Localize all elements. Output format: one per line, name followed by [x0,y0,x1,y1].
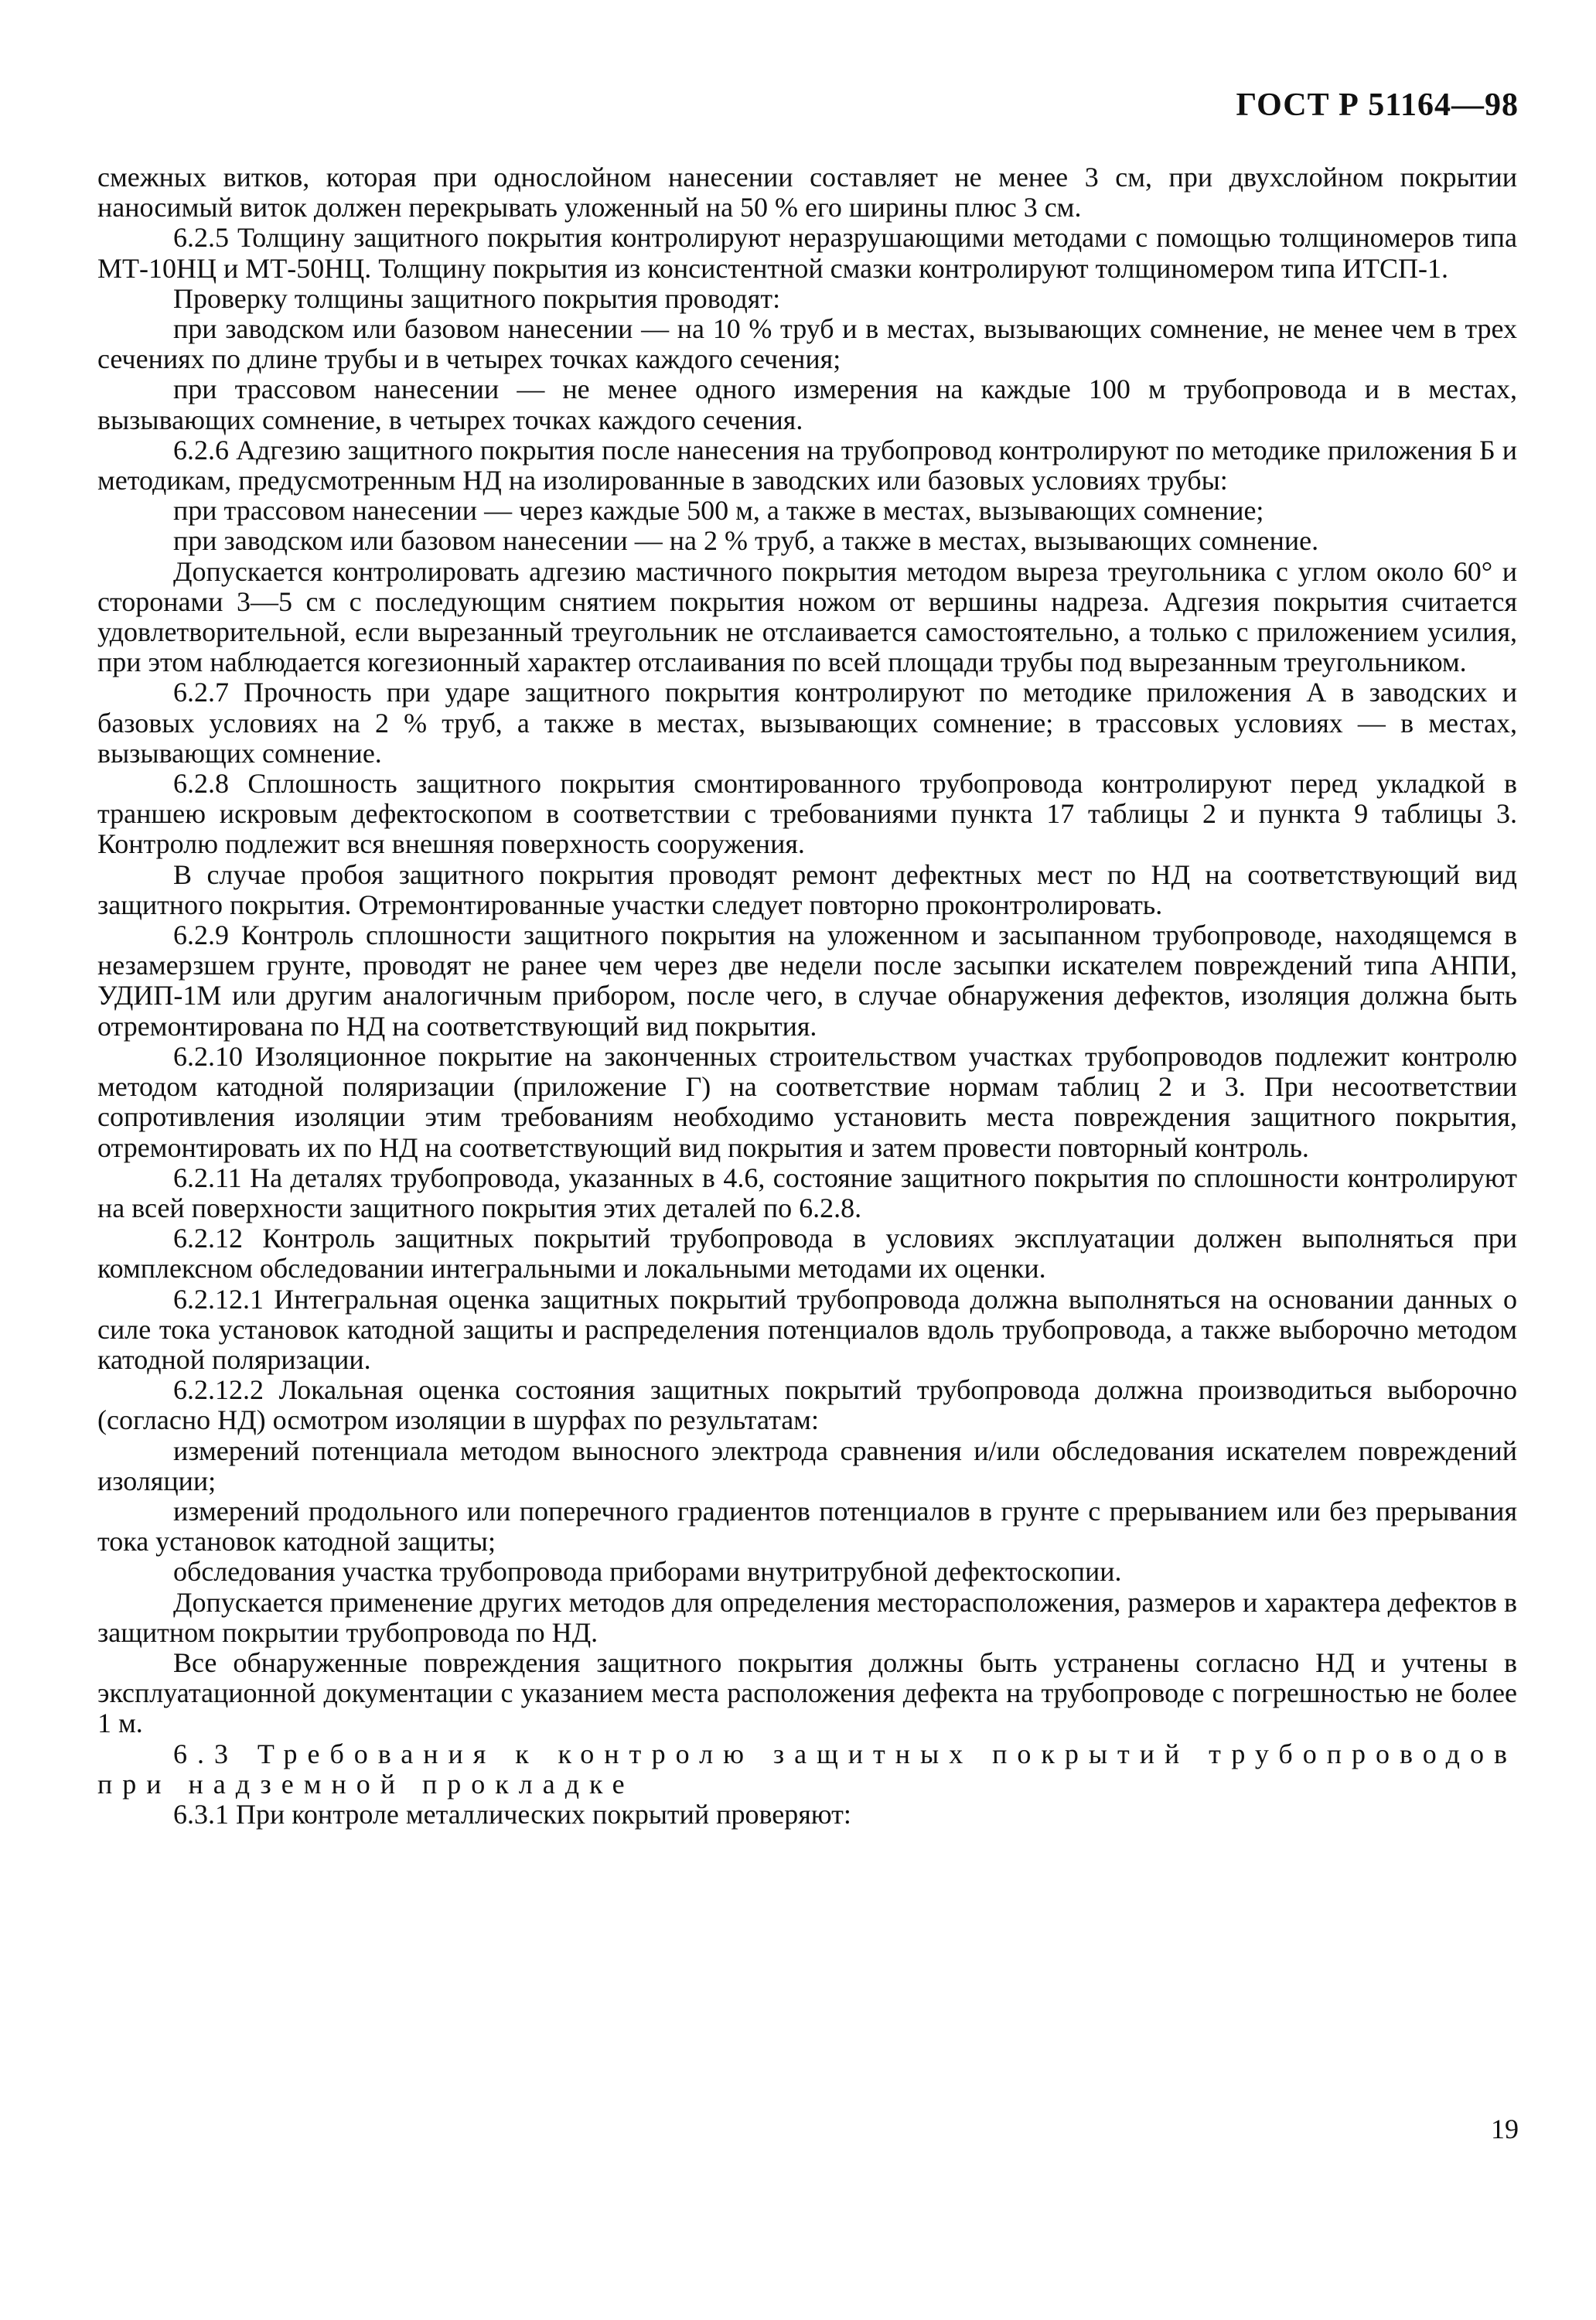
paragraph: Допускается контролировать адгезию мастичного покрытия методом выреза треугольника с углом около 60° и сторонами 3—5 см с последующим снятием покрытия ножом от вершины надреза. Адгезия покрытия считается удовлетворительной, если вырезанный треугольник не отслаивается самостоятельно, а только с приложением усилия, при этом наблюдается когезионный характер отслаивания по всей площади трубы под вырезанным треугольником. [97,555,1517,678]
paragraph: 6.2.7 Прочность при ударе защитного покрытия контролируют по методике приложения А в заводских и базовых условиях на 2 % труб, а также в местах, вызывающих сомнение; в трассовых условиях — в местах, вызывающих сомнение. [97,677,1517,769]
paragraph: 6.2.9 Контроль сплошности защитного покрытия на уложенном и засыпанном трубопроводе, находящемся в незамерзшем грунте, проводят не ранее чем через две недели после засыпки искателем повреждений типа АНПИ, УДИП-1М или другим аналогичным прибором, после чего, в случае обнаружения дефектов, изоляция должна быть отремонтирована по НД на соответствующий вид покрытия. [97,919,1517,1042]
paragraph: измерений продольного или поперечного градиентов потенциалов в грунте с прерыванием или без прерывания тока установок катодной защиты; [97,1495,1517,1557]
paragraph: смежных витков, которая при однослойном нанесении составляет не менее 3 см, при двухслойном покрытии наносимый виток должен перекрывать уложенный на 50 % его ширины плюс 3 см. [97,162,1517,223]
paragraph: 6.3.1 При контроле металлических покрытий проверяют: [173,1798,851,1830]
paragraph: при заводском или базовом нанесении — на 10 % труб и в местах, вызывающих сомнение, не менее чем в трех сечениях по длине трубы и в четырех точках каждого сечения; [97,313,1517,375]
paragraph: при трассовом нанесении — не менее одного измерения на каждые 100 м трубопровода и в местах, вызывающих сомнение, в четырех точках каждого сечения. [97,374,1517,435]
paragraph: при трассовом нанесении — через каждые 500 м, а также в местах, вызывающих сомнение; [173,495,1264,527]
paragraph: 6.2.12.1 Интегральная оценка защитных покрытий трубопровода должна выполняться на основании данных о силе тока установок катодной защиты и распределения потенциалов вдоль трубопровода, а также выборочно методом катодной поляризации. [97,1283,1517,1375]
paragraph: В случае пробоя защитного покрытия проводят ремонт дефектных мест по НД на соответствующий вид защитного покрытия. Отремонтированные участки следует повторно проконтролировать. [97,858,1517,920]
paragraph: Все обнаруженные повреждения защитного покрытия должны быть устранены согласно НД и учтены в эксплуатационной документации с указанием места расположения дефекта на трубопроводе с погрешностью не более 1 м. [97,1646,1517,1739]
paragraph: Проверку толщины защитного покрытия проводят: [173,282,781,314]
paragraph: 6.2.5 Толщину защитного покрытия контролируют неразрушающими методами с помощью толщиномеров типа МТ-10НЦ и МТ-50НЦ. Толщину покрытия из консистентной смазки контролируют толщиномером типа ИТСП-1. [97,222,1517,284]
paragraph: 6.2.12.2 Локальная оценка состояния защитных покрытий трубопровода должна производиться выборочно (согласно НД) осмотром изоляции в шурфах по результатам: [97,1374,1517,1436]
paragraph: обследования участка трубопровода приборами внутритрубной дефектоскопии. [173,1556,1122,1588]
paragraph: 6.2.6 Адгезию защитного покрытия после нанесения на трубопровод контролируют по методике приложения Б и методикам, предусмотренным НД на изолированные в заводских или базовых условиях трубы: [97,434,1517,496]
paragraph: 6.2.12 Контроль защитных покрытий трубопровода в условиях эксплуатации должен выполняться при комплексном обследовании интегральными и локальными методами их оценки. [97,1223,1517,1285]
paragraph: измерений потенциала методом выносного электрода сравнения и/или обследования искателем повреждений изоляции; [97,1435,1517,1496]
document-body [97,162,1517,1830]
standard-header: ГОСТ Р 51164—98 [1236,87,1519,123]
section-heading: 6.3 Требования к контролю защитных покрытий трубопроводов при надземной прокладке [97,1738,1517,1800]
paragraph: 6.2.8 Сплошность защитного покрытия смонтированного трубопровода контролируют перед укладкой в траншею искровым дефектоскопом в соответствии с требованиями пункта 17 таблицы 2 и пункта 9 таблицы 3. Контролю подлежит вся внешняя поверхность сооружения. [97,768,1517,860]
page-number: 19 [1491,2114,1519,2144]
paragraph: 6.2.11 На деталях трубопровода, указанных в 4.6, состояние защитного покрытия по сплошности контролируют на всей поверхности защитного покрытия этих деталей по 6.2.8. [97,1162,1517,1223]
paragraph: Допускается применение других методов для определения месторасположения, размеров и характера дефектов в защитном покрытии трубопровода по НД. [97,1586,1517,1648]
paragraph: при заводском или базовом нанесении — на 2 % труб, а также в местах, вызывающих сомнение. [173,525,1319,557]
paragraph: 6.2.10 Изоляционное покрытие на законченных строительством участках трубопроводов подлежит контролю методом катодной поляризации (приложение Г) на соответствие нормам таблиц 2 и 3. При несоответствии сопротивления изоляции этим требованиям необходимо установить места повреждения защитного покрытия, отремонтировать их по НД на соответствующий вид покрытия и затем провести повторный контроль. [97,1040,1517,1163]
